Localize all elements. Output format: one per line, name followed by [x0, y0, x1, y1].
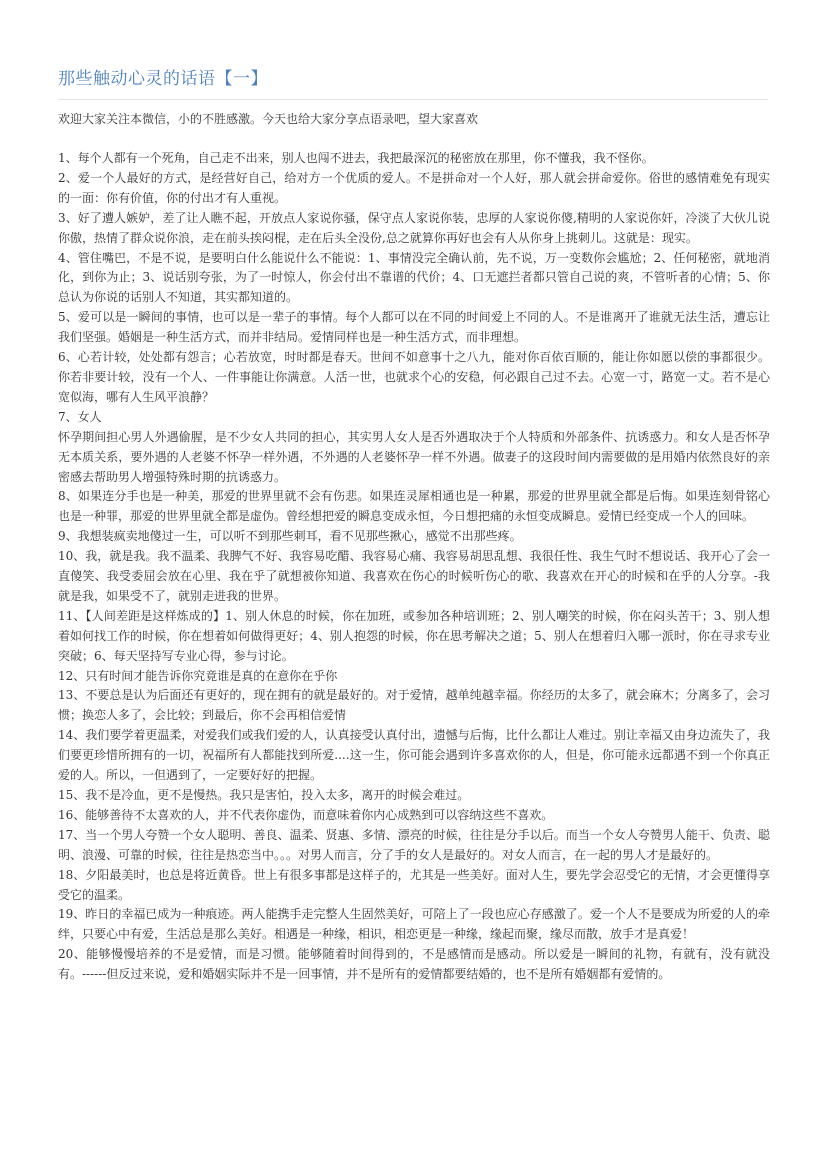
paragraph: 3、好了遭人嫉妒，差了让人瞧不起，开放点人家说你骚，保守点人家说你装，忠厚的人家说你傻,精明的人家说你奸，冷淡了大伙儿说你傲，热情了群众说你浪，走在前头挨闷棍，走在后头全没份,总之就算你再好也会有人从你身上挑刺儿。这就是：现实。	[58, 210, 770, 245]
paragraph: 4、管住嘴巴，不是不说，是要明白什么能说什么不能说：1、事情没完全确认前，先不说，万一变数你会尴尬；2、任何秘密，就地消化，到你为止；3、说话别夸张，为了一时惊人，你会付出不靠谱的代价；4、口无遮拦者都只管自己说的爽，不管听者的心情；5、你总认为你说的话别人不知道，其实都知道的。	[58, 250, 770, 305]
intro-text: 欢迎大家关注本微信，小的不胜感激。今天也给大家分享点语录吧，望大家喜欢	[58, 112, 479, 126]
page-title: 那些触动心灵的话语【一】	[58, 69, 268, 89]
paragraph: 17、当一个男人夸赞一个女人聪明、善良、温柔、贤惠、多情、漂亮的时候，往往是分手以后。而当一个女人夸赞男人能干、负责、聪明、浪漫、可靠的时候，往往是热恋当中。。。对男人而言，分了手的女人是最好的。对女人而言，在一起的男人才是最好的。	[58, 827, 770, 862]
paragraph: 怀孕期间担心男人外遇偷腥，是不少女人共同的担心，其实男人女人是否外遇取决于个人特质和外部条件、抗诱惑力。和女人是否怀孕无本质关系，要外遇的人老婆不怀孕一样外遇，不外遇的人老婆怀孕一样不外遇。做妻子的这段时间内需要做的是用婚内依然良好的亲密感去帮助男人增强特殊时期的抗诱惑力。	[58, 429, 770, 484]
paragraph: 16、能够善待不太喜欢的人，并不代表你虚伪，而意味着你内心成熟到可以容纳这些不喜欢。	[58, 807, 554, 822]
paragraph: 13、不要总是认为后面还有更好的，现在拥有的就是最好的。对于爱情，越单纯越幸福。你经历的太多了，就会麻木；分离多了，会习惯；换恋人多了，会比较；到最后，你不会再相信爱情	[58, 688, 770, 723]
paragraph: 8、如果连分手也是一种美，那爱的世界里就不会有伤悲。如果连灵犀相通也是一种累，那爱的世界里就全都是后悔。如果连刻骨铭心也是一种罪，那爱的世界里就全都是虚伪。曾经想把爱的瞬息变成永恒，今日想把痛的永恒变成瞬息。爱情已经变成一个人的回味。	[58, 489, 770, 524]
paragraph: 18、夕阳最美时，也总是将近黄昏。世上有很多事都是这样子的，尤其是一些美好。面对人生，要先学会忍受它的无情，才会更懂得享受它的温柔。	[58, 867, 770, 902]
paragraph: 6、心若计较，处处都有怨言；心若放宽，时时都是春天。世间不如意事十之八九，能对你百依百顺的，能让你如愿以偿的事都很少。你若非要计较，没有一个人、一件事能让你满意。人活一世，也就求个心的安稳，何必跟自己过不去。心宽一寸，路宽一丈。若不是心宽似海，哪有人生风平浪静？	[58, 350, 770, 404]
paragraph: 15、我不是冷血，更不是慢热。我只是害怕，投入太多，离开的时候会难过。	[58, 788, 470, 802]
title-divider	[58, 99, 768, 100]
paragraph: 19、昨日的幸福已成为一种痕迹。两人能携手走完整人生固然美好，可陪上了一段也应心存感激了。爱一个人不是要成为所爱的人的牵绊，只要心中有爱，生活总是那么美好。相遇是一种缘，相识，相恋更是一种缘，缘起而聚，缘尽而散，放手才是真爱！	[58, 907, 770, 942]
paragraph: 12、只有时间才能告诉你究竟谁是真的在意你在乎你	[58, 668, 338, 683]
paragraph: 5、爱可以是一瞬间的事情，也可以是一辈子的事情。每个人都可以在不同的时间爱上不同的人。不是谁离开了谁就无法生活，遭忘让我们坚强。婚姻是一种生活方式，而并非结局。爱情同样也是一种生活方式，而非理想。	[58, 310, 770, 345]
paragraph: 14、我们要学着更温柔，对爱我们或我们爱的人，认真接受认真付出，遗憾与后悔，比什么都让人难过。别让幸福又由身边流失了，我们要更珍惜所拥有的一切，祝福所有人都能找到所爱....这一生，你可能会遇到许多喜欢你的人，但是，你可能永远都遇不到一个你真正爱的人。所以，一但遇到了，一定要好好的把握。	[58, 728, 770, 783]
paragraph: 1、每个人都有一个死角，自己走不出来，别人也闯不进去，我把最深沉的秘密放在那里，你不懂我，我不怪你。	[58, 151, 654, 165]
paragraph: 9、我想装疯卖地傻过一生，可以听不到那些刺耳，看不见那些揪心，感觉不出那些疼。	[58, 529, 522, 544]
paragraph: 11、【人间差距是这样炼成的】1、别人休息的时候，你在加班，或参加各种培训班；2、别人嘲笑的时候，你在闷头苦干；3、别人想着如何找工作的时候，你在想着如何做得更好；4、别人抱怨的时候，你在思考解决之道；5、别人在想着归入哪一派时，你在寻求专业突破；6、每天坚持写专业心得，参与讨论。	[58, 608, 770, 663]
article-body	[58, 149, 770, 985]
paragraph: 7、女人	[58, 409, 102, 424]
paragraph: 2、爱一个人最好的方式，是经营好自己，给对方一个优质的爱人。不是拼命对一个人好，那人就会拼命爱你。俗世的感情难免有现实的一面：你有价值，你的付出才有人重视。	[58, 170, 770, 205]
paragraph: 20、能够慢慢培养的不是爱情，而是习惯。能够随着时间得到的，不是感情而是感动。所以爱是一瞬间的礼物，有就有，没有就没有。------但反过来说，爱和婚姻实际并不是一回事情，并不是所有的爱情都要结婚的，也不是所有婚姻都有爱情的。	[58, 947, 770, 982]
paragraph: 10、我，就是我。我不温柔、我脾气不好、我容易吃醋、我容易心痛、我容易胡思乱想、我很任性、我生气时不想说话、我开心了会一直傻笑、我受委屈会放在心里、我在乎了就想被你知道、我喜欢在伤心的时候听伤心的歌、我喜欢在开心的时候和在乎的人分享。-我就是我，如果受不了，就别走进我的世界。	[58, 549, 770, 603]
